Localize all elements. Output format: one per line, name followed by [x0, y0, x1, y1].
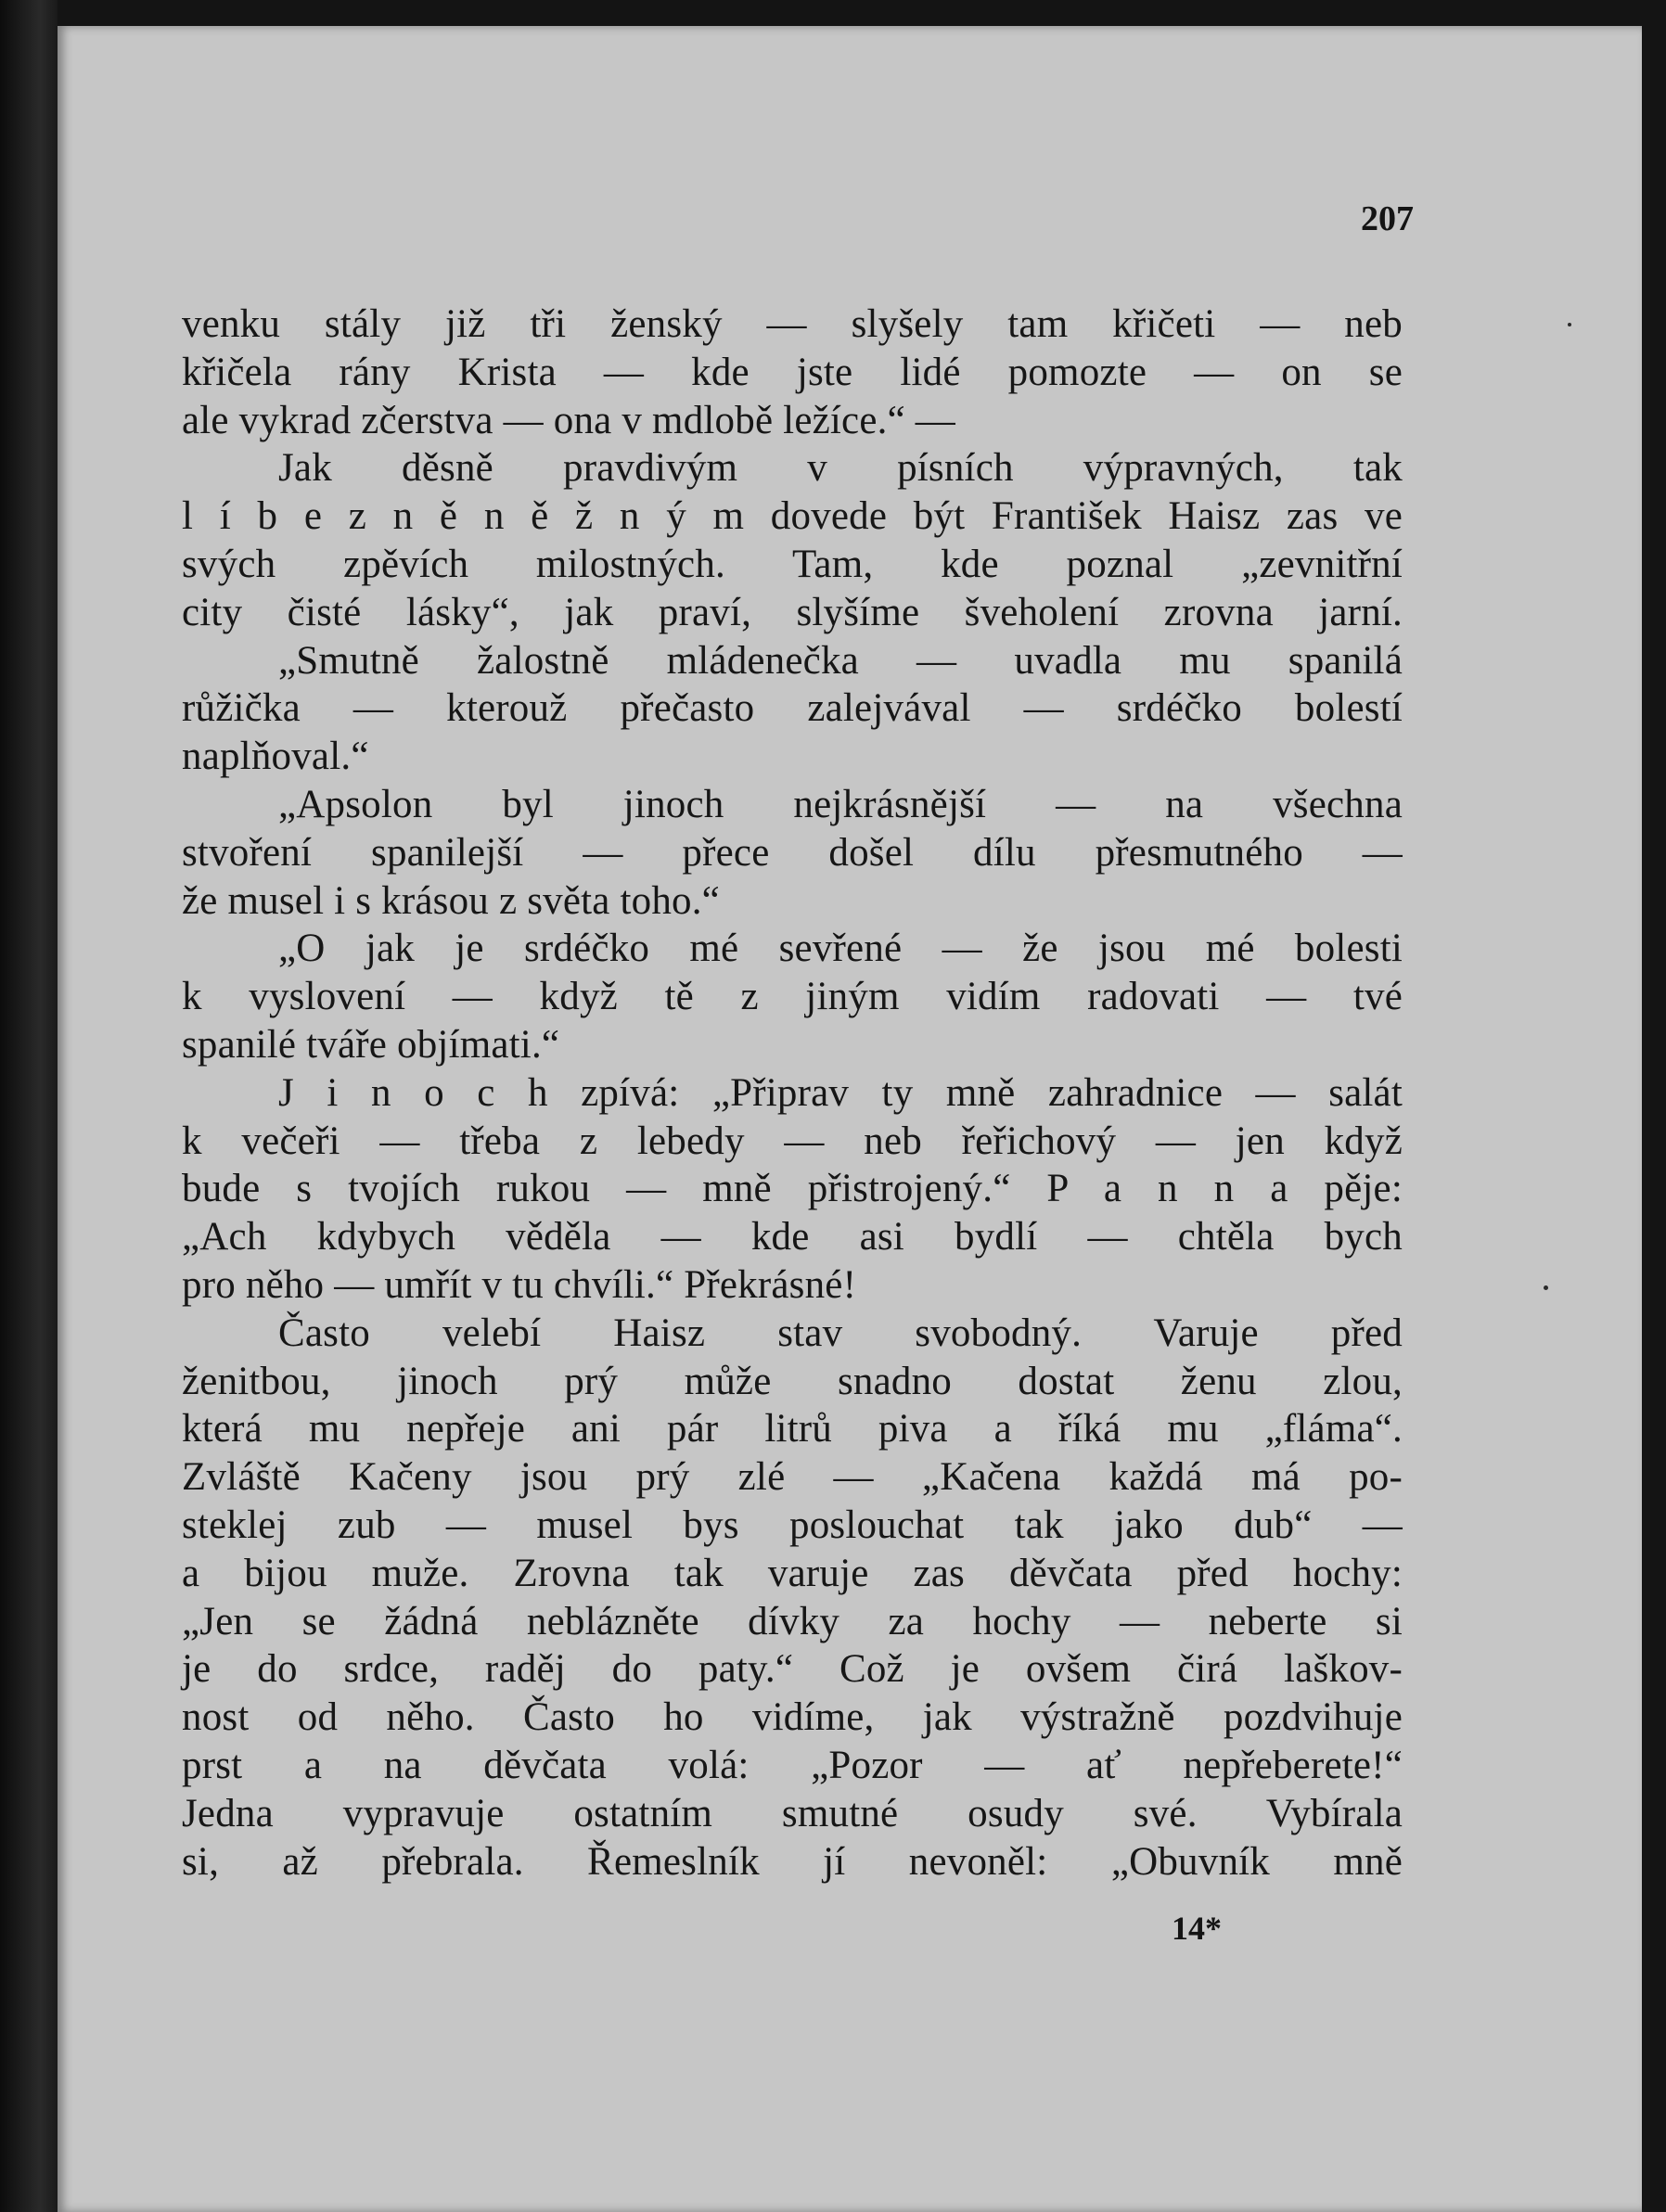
text-line: ale vykrad zčerstva — ona v mdlobě ležíce.“ —: [182, 398, 955, 442]
text-line: Často velebí Haisz stav svobodný. Varuje před: [278, 1311, 1403, 1355]
text-line: „O jak je srdéčko mé sevřené — že jsou mé bolesti: [278, 927, 1403, 971]
text-line: l í b e z n ě n ě ž n ý m dovede být František Haisz zas ve: [182, 494, 1403, 539]
text-line: „Apsolon byl jinoch nejkrásnější — na všechna: [278, 782, 1403, 826]
body-text: [182, 300, 1403, 1886]
text-line: pro něho — umřít v tu chvíli.“ Překrásné!: [182, 1262, 857, 1307]
text-line: city čisté lásky“, jak praví, slyšíme šveholení zrovna jarní.: [182, 590, 1403, 634]
text-line: růžička — kterouž přečasto zalejvával — srdéčko bolestí: [182, 686, 1403, 731]
paper-speck: [1544, 1285, 1548, 1290]
text-line: nost od něho. Často ho vidíme, jak výstražně pozdvihuje: [182, 1695, 1403, 1740]
text-line: steklej zub — musel bys poslouchat tak jako dub“ —: [182, 1502, 1403, 1547]
text-line: křičela rány Krista — kde jste lidé pomozte — on se: [182, 350, 1403, 394]
text-line: Jedna vypravuje ostatním smutné osudy své. Vybírala: [182, 1791, 1403, 1835]
text-line: „Ach kdybych věděla — kde asi bydlí — chtěla bych: [182, 1215, 1403, 1259]
text-line: ženitbou, jinoch prý může snadno dostat ženu zlou,: [182, 1359, 1403, 1403]
text-line: bude s tvojích rukou — mně přistrojený.“ P a n n a pěje:: [182, 1167, 1403, 1211]
text-line: spanilé tváře objímati.“: [182, 1022, 560, 1067]
text-line: která mu nepřeje ani pár litrů piva a říká mu „fláma“.: [182, 1407, 1403, 1451]
text-line: a bijou muže. Zrovna tak varuje zas děvčata před hochy:: [182, 1551, 1403, 1595]
text-line: je do srdce, raděj do paty.“ Což je ovšem čirá laškov-: [182, 1647, 1403, 1692]
text-line: k vyslovení — když tě z jiným vidím radovati — tvé: [182, 975, 1403, 1019]
text-line: Jak děsně pravdivým v písních výpravných, tak: [278, 446, 1403, 491]
text-line: si, až přebrala. Řemeslník jí nevoněl: „Obuvník mně: [182, 1839, 1403, 1884]
text-line: prst a na děvčata volá: „Pozor — ať nepřeberete!“: [182, 1743, 1403, 1787]
book-page: [58, 26, 1642, 2212]
paper-speck: [1568, 323, 1571, 326]
page-number: 207: [1361, 199, 1414, 238]
text-line: že musel i s krásou z světa toho.“: [182, 878, 720, 923]
text-line: naplňoval.“: [182, 735, 369, 779]
text-line: stvoření spanilejší — přece došel dílu přesmutného —: [182, 830, 1403, 875]
book-spine-shadow: [0, 0, 58, 2212]
text-line: svých zpěvích milostných. Tam, kde poznal „zevnitřní: [182, 542, 1403, 586]
text-line: venku stály již tři ženský — slyšely tam křičeti — neb: [182, 302, 1403, 346]
text-line: k večeři — třeba z lebedy — neb řeřichový — jen když: [182, 1119, 1403, 1163]
text-line: J i n o c h zpívá: „Připrav ty mně zahradnice — salát: [278, 1070, 1403, 1115]
text-line: Zvláště Kačeny jsou prý zlé — „Kačena každá má po-: [182, 1455, 1403, 1500]
text-line: „Smutně žalostně mládenečka — uvadla mu spanilá: [278, 638, 1403, 683]
signature-mark: 14*: [1172, 1910, 1222, 1947]
text-line: „Jen se žádná neblázněte dívky za hochy — neberte si: [182, 1599, 1403, 1643]
